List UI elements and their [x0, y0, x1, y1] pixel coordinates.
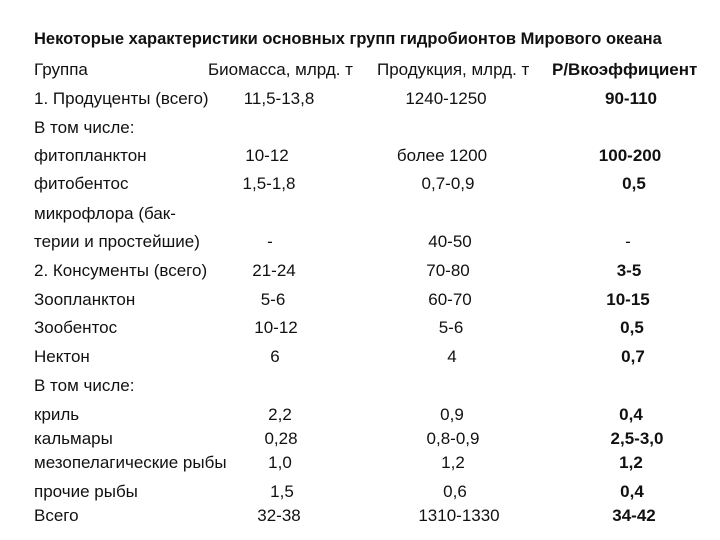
- row-pb: 34-42: [612, 506, 656, 525]
- row-pb: 0,4: [619, 405, 643, 424]
- table-row: [0, 89, 720, 113]
- row-biomass: 10-12: [245, 146, 289, 165]
- row-biomass: 1,0: [268, 453, 292, 472]
- row-production: 5-6: [438, 318, 464, 337]
- header-group: Группа: [34, 60, 88, 79]
- row-pb: 0,4: [620, 482, 644, 501]
- table-row: [0, 429, 720, 453]
- row-group: Нектон: [34, 347, 90, 366]
- row-group: фитопланктон: [34, 146, 147, 165]
- row-production: 0,7-0,9: [421, 174, 475, 193]
- table-row: [0, 204, 720, 228]
- row-production: 40-50: [428, 232, 472, 251]
- table-row-total: [0, 506, 720, 530]
- table-row: [0, 290, 720, 314]
- header-pb-coefficient: P/Bкоэффициент: [552, 60, 698, 79]
- row-pb: 10-15: [606, 290, 650, 309]
- row-biomass: 2,2: [268, 405, 292, 424]
- row-production: 1310-1330: [418, 506, 500, 525]
- row-group: Зоопланктон: [34, 290, 136, 309]
- row-production: 60-70: [428, 290, 472, 309]
- document-title: Некоторые характеристики основных групп гидробионтов Мирового океана: [34, 30, 662, 48]
- table-row: [0, 261, 720, 285]
- row-production: 4: [447, 347, 457, 366]
- row-production: 1,2: [441, 453, 465, 472]
- table-row: [0, 174, 720, 198]
- row-biomass: 0,28: [264, 429, 298, 448]
- row-group: мезопелагические рыбы: [34, 453, 227, 472]
- row-pb: 1,2: [619, 453, 643, 472]
- row-production: 1240-1250: [405, 89, 487, 108]
- table-row: [0, 482, 720, 506]
- row-pb: -: [625, 232, 631, 251]
- row-production: 0,6: [443, 482, 467, 501]
- row-biomass: 6: [270, 347, 280, 366]
- row-production: более 1200: [396, 146, 488, 165]
- row-pb: 2,5-3,0: [610, 429, 664, 448]
- row-production: 0,9: [440, 405, 464, 424]
- row-group: Всего: [34, 506, 79, 525]
- row-biomass: 21-24: [252, 261, 296, 280]
- row-pb: 3-5: [616, 261, 642, 280]
- table-row: [0, 347, 720, 371]
- row-group: фитобентос: [34, 174, 129, 193]
- row-group: кальмары: [34, 429, 113, 448]
- row-biomass: 11,5-13,8: [243, 89, 315, 108]
- row-production: 0,8-0,9: [426, 429, 480, 448]
- row-pb: 0,5: [620, 318, 644, 337]
- header-biomass: Биомасса, млрд. т: [208, 60, 353, 79]
- row-biomass: 32-38: [257, 506, 301, 525]
- row-group: терии и простейшие): [34, 232, 200, 251]
- table-row: [0, 146, 720, 170]
- table-header-row: [0, 60, 720, 84]
- row-group: В том числе:: [34, 376, 135, 395]
- row-production: 70-80: [426, 261, 470, 280]
- row-group: 2. Консументы (всего): [34, 261, 208, 280]
- row-biomass: 10-12: [254, 318, 298, 337]
- row-pb: 0,7: [621, 347, 645, 366]
- row-pb: 100-200: [598, 146, 662, 165]
- table-row: [0, 318, 720, 342]
- row-group: прочие рыбы: [34, 482, 138, 501]
- table-row: [0, 376, 720, 400]
- table-row: [0, 405, 720, 429]
- row-pb: 0,5: [622, 174, 646, 193]
- row-pb: 90-110: [605, 89, 657, 108]
- header-production: Продукция, млрд. т: [377, 60, 530, 79]
- row-group: криль: [34, 405, 80, 424]
- table-row: [0, 453, 720, 477]
- row-group: В том числе:: [34, 118, 135, 137]
- row-group: Зообентос: [34, 318, 118, 337]
- table-row: [0, 118, 720, 142]
- table-row: [0, 232, 720, 256]
- row-group: 1. Продуценты (всего): [34, 89, 209, 108]
- row-biomass: 5-6: [260, 290, 286, 309]
- row-biomass: -: [267, 232, 273, 251]
- row-biomass: 1,5-1,8: [242, 174, 296, 193]
- row-group: микрофлора (бак-: [34, 204, 176, 223]
- row-biomass: 1,5: [270, 482, 294, 501]
